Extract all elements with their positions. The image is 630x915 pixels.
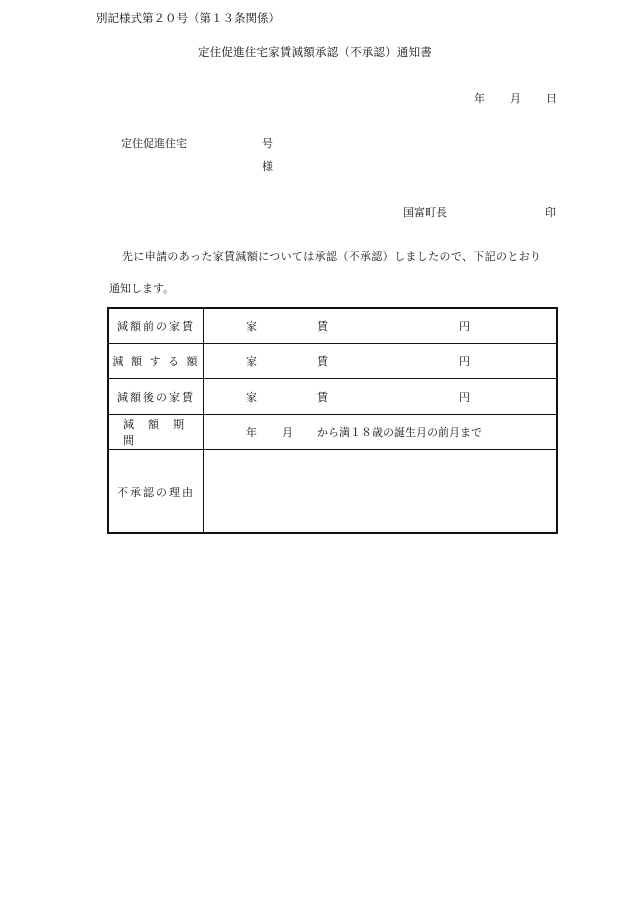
cell-yen-unit: 円 [459,355,470,368]
body-text-line-2: 通知します。 [109,282,175,295]
cell-period-year: 年 [246,426,257,439]
addressee-honorific: 様 [262,160,273,173]
sender-title: 国富町長 [403,206,447,219]
cell-period-month: 月 [282,426,293,439]
cell-yen-unit: 円 [459,390,470,404]
addressee-number-label: 号 [262,137,273,150]
rent-reduction-table [107,307,558,534]
cell-period-description: から満１８歳の誕生月の前月まで [317,426,482,439]
body-text-line-1: 先に申請のあった家賃減額については承認（不承認）しましたので、下記のとおり [122,250,542,263]
cell-rent-kanji-2: 賃 [317,355,328,368]
cell-rent-kanji-1: 家 [246,355,257,368]
row-label-rent-before: 減額前の家賃 [109,309,204,343]
cell-yen-unit: 円 [459,320,470,333]
cell-rent-kanji-2: 賃 [317,390,328,404]
row-label-rent-after: 減額後の家賃 [109,379,204,414]
table-row-rent-before [109,309,556,344]
table-row-reduction-period [109,415,556,450]
cell-rent-kanji-1: 家 [246,320,257,333]
row-label-reduction-period: 減額期間 [109,415,204,449]
document-title: 定住促進住宅家賃減額承認（不承認）通知書 [198,45,432,59]
table-row-rejection-reason [109,450,556,534]
cell-rent-kanji-1: 家 [246,390,257,404]
date-month-label: 月 [510,92,521,105]
row-label-reduction-amount: 減 額 す る 額 [109,344,204,378]
cell-rent-kanji-2: 賃 [317,320,328,333]
addressee-housing-name: 定住促進住宅 [121,137,187,150]
date-day-label: 日 [546,92,557,105]
form-number: 別記様式第２０号（第１３条関係） [96,11,280,25]
table-row-reduction-amount [109,344,556,379]
sender-seal-mark: 印 [545,206,556,219]
table-row-rent-after [109,379,556,415]
date-year-label: 年 [474,92,485,105]
row-label-rejection-reason: 不承認の理由 [109,450,204,534]
